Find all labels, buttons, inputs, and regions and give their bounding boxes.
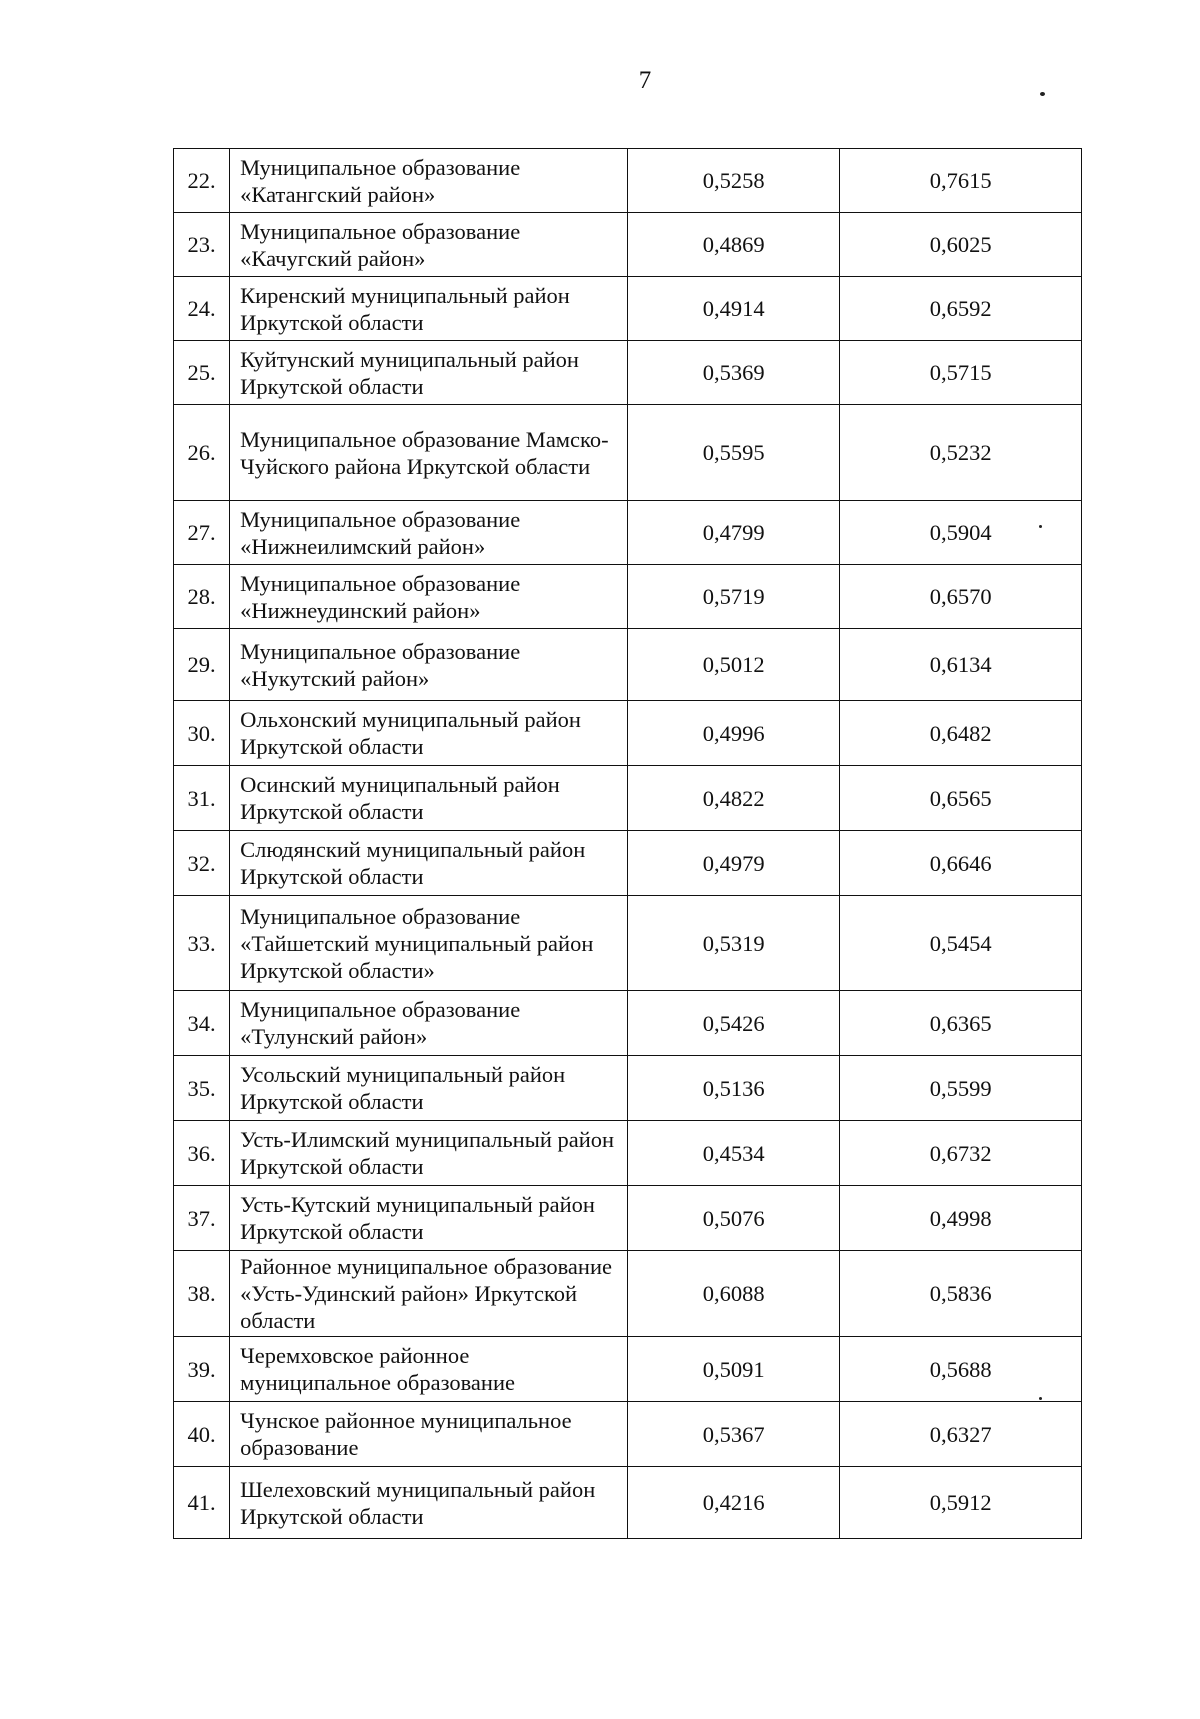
row-number-cell: 23. xyxy=(174,213,230,277)
municipality-name-cell: Чунское районное муниципальное образование xyxy=(230,1402,628,1467)
table-row xyxy=(174,1251,1082,1337)
row-number-cell: 26. xyxy=(174,405,230,501)
row-number-cell: 32. xyxy=(174,831,230,896)
value-2-cell: 0,6327 xyxy=(840,1402,1082,1467)
municipality-name-cell: Киренский муниципальный район Иркутской области xyxy=(230,277,628,341)
table-row xyxy=(174,1402,1082,1467)
value-2-cell: 0,6565 xyxy=(840,766,1082,831)
value-1-cell: 0,4914 xyxy=(627,277,839,341)
value-1-cell: 0,5012 xyxy=(627,629,839,701)
value-1-cell: 0,4869 xyxy=(627,213,839,277)
row-number-cell: 27. xyxy=(174,501,230,565)
municipality-name-cell: Муниципальное образование «Нижнеудинский район» xyxy=(230,565,628,629)
value-2-cell: 0,4998 xyxy=(840,1186,1082,1251)
municipality-name-cell: Усть-Кутский муниципальный район Иркутской области xyxy=(230,1186,628,1251)
row-number-cell: 38. xyxy=(174,1251,230,1337)
municipality-name-cell: Ольхонский муниципальный район Иркутской области xyxy=(230,701,628,766)
row-number-cell: 30. xyxy=(174,701,230,766)
table-row xyxy=(174,766,1082,831)
value-2-cell: 0,6592 xyxy=(840,277,1082,341)
value-2-cell: 0,5912 xyxy=(840,1467,1082,1539)
value-1-cell: 0,5136 xyxy=(627,1056,839,1121)
value-1-cell: 0,4534 xyxy=(627,1121,839,1186)
value-1-cell: 0,5367 xyxy=(627,1402,839,1467)
municipality-name-cell: Осинский муниципальный район Иркутской области xyxy=(230,766,628,831)
value-2-cell: 0,7615 xyxy=(840,149,1082,213)
table-row xyxy=(174,629,1082,701)
value-1-cell: 0,5719 xyxy=(627,565,839,629)
table-row xyxy=(174,1467,1082,1539)
table-row xyxy=(174,1337,1082,1402)
value-2-cell: 0,6365 xyxy=(840,991,1082,1056)
row-number-cell: 24. xyxy=(174,277,230,341)
value-1-cell: 0,5076 xyxy=(627,1186,839,1251)
value-2-cell: 0,6646 xyxy=(840,831,1082,896)
row-number-cell: 33. xyxy=(174,896,230,991)
row-number-cell: 39. xyxy=(174,1337,230,1402)
value-1-cell: 0,4799 xyxy=(627,501,839,565)
value-1-cell: 0,5369 xyxy=(627,341,839,405)
table-row xyxy=(174,213,1082,277)
municipality-name-cell: Муниципальное образование «Качугский район» xyxy=(230,213,628,277)
municipality-name-cell: Куйтунский муниципальный район Иркутской области xyxy=(230,341,628,405)
value-1-cell: 0,5319 xyxy=(627,896,839,991)
value-1-cell: 0,4216 xyxy=(627,1467,839,1539)
table-row xyxy=(174,1056,1082,1121)
row-number-cell: 29. xyxy=(174,629,230,701)
page-number: 7 xyxy=(638,67,652,94)
municipality-name-cell: Муниципальное образование «Нукутский район» xyxy=(230,629,628,701)
table-row xyxy=(174,405,1082,501)
value-1-cell: 0,4979 xyxy=(627,831,839,896)
value-2-cell: 0,5836 xyxy=(840,1251,1082,1337)
value-1-cell: 0,4822 xyxy=(627,766,839,831)
table-row xyxy=(174,831,1082,896)
municipality-name-cell: Муниципальное образование «Тайшетский муниципальный район Иркутской области» xyxy=(230,896,628,991)
table-body xyxy=(174,149,1082,1539)
municipality-name-cell: Усольский муниципальный район Иркутской области xyxy=(230,1056,628,1121)
municipality-name-cell: Муниципальное образование «Нижнеилимский район» xyxy=(230,501,628,565)
table-row xyxy=(174,501,1082,565)
municipality-name-cell: Районное муниципальное образование «Усть-Удинский район» Иркутской области xyxy=(230,1251,628,1337)
municipality-name-cell: Муниципальное образование Мамско-Чуйского района Иркутской области xyxy=(230,405,628,501)
table-row xyxy=(174,701,1082,766)
value-2-cell: 0,5688 xyxy=(840,1337,1082,1402)
row-number-cell: 41. xyxy=(174,1467,230,1539)
table-row xyxy=(174,1121,1082,1186)
municipality-name-cell: Усть-Илимский муниципальный район Иркутской области xyxy=(230,1121,628,1186)
table-row xyxy=(174,896,1082,991)
municipality-name-cell: Слюдянский муниципальный район Иркутской области xyxy=(230,831,628,896)
table-row xyxy=(174,149,1082,213)
value-2-cell: 0,6482 xyxy=(840,701,1082,766)
municipality-name-cell: Черемховское районное муниципальное образование xyxy=(230,1337,628,1402)
data-table xyxy=(173,148,1082,1539)
value-1-cell: 0,5595 xyxy=(627,405,839,501)
row-number-cell: 35. xyxy=(174,1056,230,1121)
municipality-name-cell: Шелеховский муниципальный район Иркутской области xyxy=(230,1467,628,1539)
scan-speck xyxy=(1040,92,1045,96)
value-2-cell: 0,5715 xyxy=(840,341,1082,405)
row-number-cell: 36. xyxy=(174,1121,230,1186)
value-2-cell: 0,5904 xyxy=(840,501,1082,565)
municipality-name-cell: Муниципальное образование «Катангский район» xyxy=(230,149,628,213)
table-row xyxy=(174,565,1082,629)
value-2-cell: 0,6134 xyxy=(840,629,1082,701)
row-number-cell: 28. xyxy=(174,565,230,629)
row-number-cell: 25. xyxy=(174,341,230,405)
row-number-cell: 22. xyxy=(174,149,230,213)
value-1-cell: 0,4996 xyxy=(627,701,839,766)
row-number-cell: 37. xyxy=(174,1186,230,1251)
table-row xyxy=(174,1186,1082,1251)
value-1-cell: 0,5091 xyxy=(627,1337,839,1402)
value-1-cell: 0,6088 xyxy=(627,1251,839,1337)
value-1-cell: 0,5426 xyxy=(627,991,839,1056)
table-row xyxy=(174,991,1082,1056)
value-2-cell: 0,6025 xyxy=(840,213,1082,277)
value-2-cell: 0,5232 xyxy=(840,405,1082,501)
value-2-cell: 0,6570 xyxy=(840,565,1082,629)
row-number-cell: 40. xyxy=(174,1402,230,1467)
value-2-cell: 0,5599 xyxy=(840,1056,1082,1121)
value-2-cell: 0,6732 xyxy=(840,1121,1082,1186)
value-1-cell: 0,5258 xyxy=(627,149,839,213)
row-number-cell: 34. xyxy=(174,991,230,1056)
table-row xyxy=(174,277,1082,341)
table-row xyxy=(174,341,1082,405)
municipality-name-cell: Муниципальное образование «Тулунский район» xyxy=(230,991,628,1056)
value-2-cell: 0,5454 xyxy=(840,896,1082,991)
row-number-cell: 31. xyxy=(174,766,230,831)
